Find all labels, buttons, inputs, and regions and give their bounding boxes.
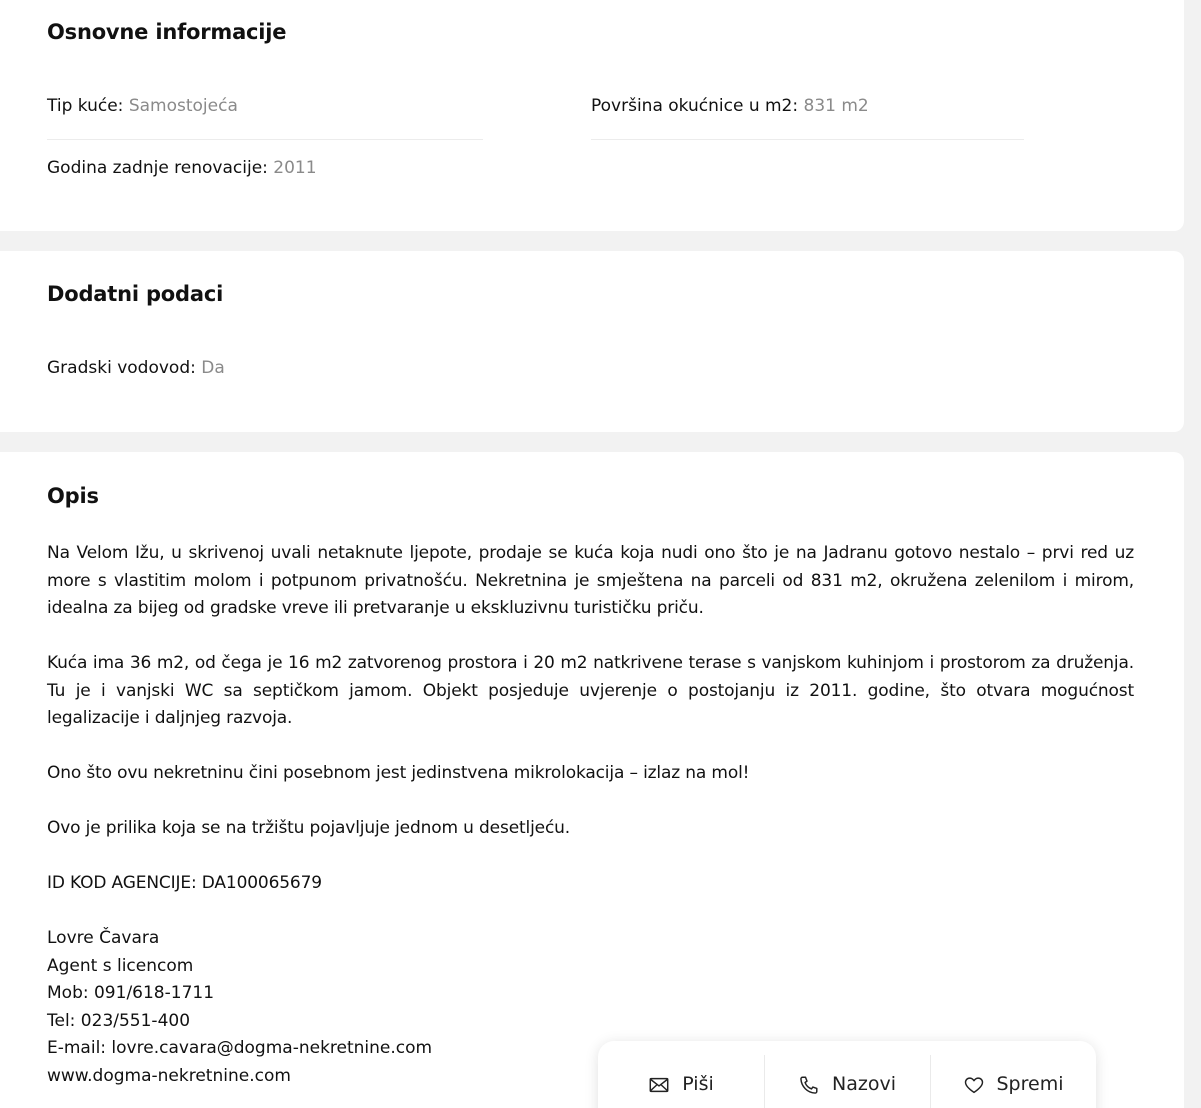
description-paragraph: Na Velom Ižu, u skrivenoj uvali netaknute ljepote, prodaje se kuća koja nudi ono što je na Jadranu gotovo nestalo – prvi red uz more s vlastitim molom i potpunom privatnošću. Nekretnina je smještena na parceli od 831 m2, okružena zelenilom i mirom, idealna za bijeg od gradske vreve ili pretvaranje u ekskluzivnu turističku priču. [47, 543, 1134, 618]
yard-area-label: Površina okućnice u m2: [591, 96, 799, 116]
description-title: Opis [47, 484, 99, 508]
agent-name: Lovre Čavara [47, 928, 160, 948]
water-supply-field [47, 358, 225, 378]
basic-info-card [0, 0, 1184, 231]
house-type-value: Samostojeća [128, 96, 238, 116]
divider [591, 139, 1024, 140]
agent-phone: Tel: 023/551-400 [47, 1010, 191, 1031]
divider [47, 139, 483, 140]
mail-icon [648, 1073, 670, 1101]
renovation-year-value: 2011 [273, 158, 317, 178]
description-paragraph: Ovo je prilika koja se na tržištu pojavljuje jednom u desetljeću. [47, 818, 571, 838]
yard-area-field [591, 96, 869, 116]
description-body [47, 540, 1134, 1090]
agent-email: E-mail: lovre.cavara@dogma-nekretnine.com [47, 1038, 433, 1058]
description-card [0, 452, 1184, 1108]
water-supply-label: Gradski vodovod: [47, 358, 196, 378]
contact-action-bar [598, 1041, 1096, 1108]
write-button-label: Piši [682, 1073, 714, 1095]
extra-info-title: Dodatni podaci [47, 282, 224, 306]
heart-icon [963, 1073, 985, 1101]
agent-mobile: Mob: 091/618-1711 [47, 983, 215, 1003]
call-button[interactable] [764, 1041, 930, 1108]
house-type-field [47, 96, 238, 116]
agent-role: Agent s licencom [47, 955, 194, 976]
renovation-year-field [47, 158, 317, 178]
yard-area-value: 831 m2 [803, 96, 869, 116]
basic-info-title: Osnovne informacije [47, 20, 287, 44]
description-paragraph: Ono što ovu nekretninu čini posebnom jest jedinstvena mikrolokacija – izlaz na mol! [47, 763, 750, 783]
description-paragraph: Kuća ima 36 m2, od čega je 16 m2 zatvorenog prostora i 20 m2 natkrivene terase s vanjskom kuhinjom i prostorom za druženja. Tu je i vanjski WC sa septičkom jamom. Objekt posjeduje uvjerenje o postojanju iz 2011. godine, što otvara mogućnost legalizacije i daljnjeg razvoja. [47, 653, 1134, 728]
agency-id-code: ID KOD AGENCIJE: DA100065679 [47, 873, 322, 893]
house-type-label: Tip kuće: [47, 96, 124, 116]
save-button[interactable] [930, 1041, 1096, 1108]
extra-info-card [0, 251, 1184, 432]
write-button[interactable] [598, 1041, 764, 1108]
save-button-label: Spremi [996, 1073, 1064, 1095]
phone-icon [798, 1073, 820, 1101]
water-supply-value: Da [201, 358, 225, 378]
agency-website: www.dogma-nekretnine.com [47, 1065, 291, 1086]
renovation-year-label: Godina zadnje renovacije: [47, 158, 268, 178]
call-button-label: Nazovi [832, 1073, 896, 1095]
